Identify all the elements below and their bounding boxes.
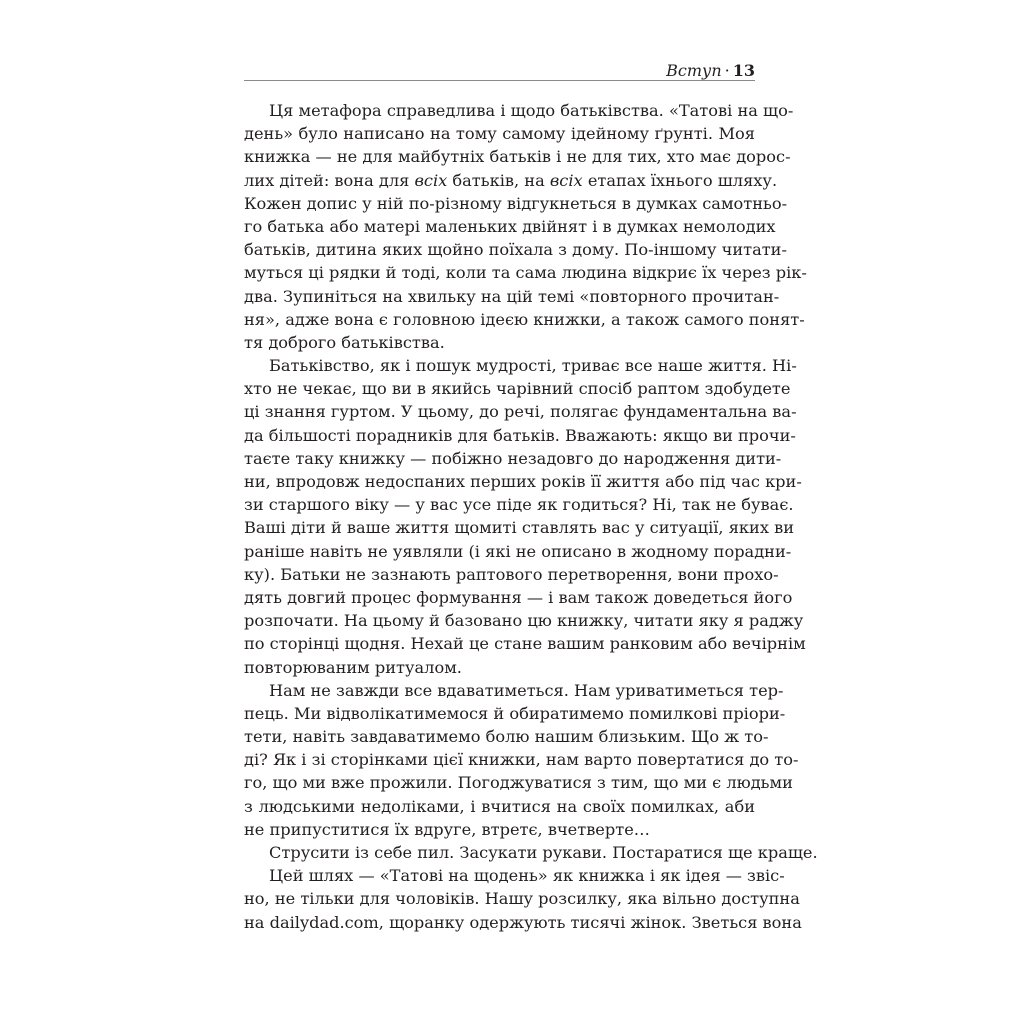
text-line: Батьківство, як і пошук мудрості, триває все наше життя. Ні- <box>269 356 797 376</box>
emphasis: всіх <box>414 170 448 190</box>
text-line: муться ці рядки й тоді, коли та сама людина відкриє їх через рік- <box>244 263 807 283</box>
text-line: тети, навіть завдаватимемо болю нашим близьким. Що ж то- <box>244 727 769 747</box>
text-segment: батьків, на <box>447 170 550 190</box>
paragraph <box>244 354 806 679</box>
text-line: да більшості порадників для батьків. Вважають: якщо ви прочи- <box>244 425 796 445</box>
paragraph <box>244 99 807 354</box>
paragraph <box>244 841 818 864</box>
text-line: повторюваним ритуалом. <box>244 657 462 677</box>
text-line: го батька або матері маленьких двійнят і в думках немолодих <box>244 216 776 236</box>
text-line: ня», адже вона є головною ідеєю книжки, а також самого понят- <box>244 309 805 329</box>
text-line: з людськими недоліками, і вчитися на своїх помилках, аби <box>244 796 755 816</box>
text-line: Струсити із себе пил. Засукати рукави. Постаратися ще краще. <box>269 843 818 862</box>
text-line: не припуститися їх вдруге, втретє, вчетверте… <box>244 819 650 839</box>
text-line: день» було написано на тому самому ідейному ґрунті. Моя <box>244 124 755 144</box>
text-line: батьків, дитина яких щойно поїхала з дому. По-іншому читати- <box>244 240 787 260</box>
paragraph <box>244 864 802 934</box>
text-line: зи старшого віку — у вас усе піде як годиться? Ні, так не буває. <box>244 495 794 515</box>
text-line: хто не чекає, що ви в якийсь чарівний спосіб раптом здобудете <box>244 379 791 399</box>
text-line: ці знання гуртом. У цьому, до речі, полягає фундаментальна ва- <box>244 402 797 422</box>
text-segment: етапах їхнього шляху. <box>582 170 778 190</box>
text-line: раніше навіть не уявляли (і які не описано в жодному порадни- <box>244 541 792 561</box>
text-line: Ваші діти й ваше життя щомиті ставлять вас у ситуації, яких ви <box>244 518 795 538</box>
header-rule <box>244 80 755 81</box>
text-line: по сторінці щодня. Нехай це стане вашим ранковим або вечірнім <box>244 634 806 654</box>
text-line: книжка — не для майбутніх батьків і не для тих, хто має дорос- <box>244 147 791 167</box>
text-line: го, що ми вже прожили. Погоджуватися з тим, що ми є людьми <box>244 773 793 793</box>
text-line: ни, впродовж недоспаних перших років її життя або під час кри- <box>244 472 802 491</box>
page-number: 13 <box>732 61 755 80</box>
text-segment: лих дітей: вона для <box>244 170 415 190</box>
text-line: но, не тільки для чоловіків. Нашу розсилку, яка вільно доступна <box>244 889 800 909</box>
text-line: пець. Ми відволікатимемося й обиратимемо помилкові пріори- <box>244 703 786 723</box>
body-text <box>244 99 818 934</box>
header-separator: · <box>724 61 730 80</box>
paragraph <box>244 679 799 841</box>
text-line: ку). Батьки не зазнають раптового перетворення, вони прохо- <box>244 564 779 584</box>
section-title: Вступ <box>666 61 722 80</box>
text-line: Нам не завжди все вдаватиметься. Нам уриватиметься тер- <box>269 680 784 700</box>
text-line: два. Зупиніться на хвильку на цій темі «повторного прочитан- <box>244 286 780 306</box>
text-line <box>244 169 778 192</box>
emphasis: всіх <box>549 170 583 190</box>
running-header <box>244 61 755 81</box>
text-line: Кожен допис у ній по-різному відгукнеться в думках самотньо- <box>244 193 788 213</box>
text-line: Ця метафора справедлива і щодо батьківства. «Татові на що- <box>269 101 794 120</box>
text-line: дять довгий процес формування — і вам також доведеться його <box>244 587 793 607</box>
text-line: Цей шлях — «Татові на щодень» як книжка і як ідея — звіс- <box>269 866 785 886</box>
text-line: розпочати. На цьому й базовано цю книжку, читати яку я раджу <box>244 611 804 631</box>
text-line: таєте таку книжку — побіжно незадовго до народження дити- <box>244 448 782 468</box>
text-line: ді? Як і зі сторінками цієї книжки, нам варто повертатися до то- <box>244 750 799 770</box>
text-line: тя доброго батьківства. <box>244 332 445 352</box>
text-line: на dailydad.com, щоранку одержують тисячі жінок. Зветься вона <box>244 912 802 932</box>
